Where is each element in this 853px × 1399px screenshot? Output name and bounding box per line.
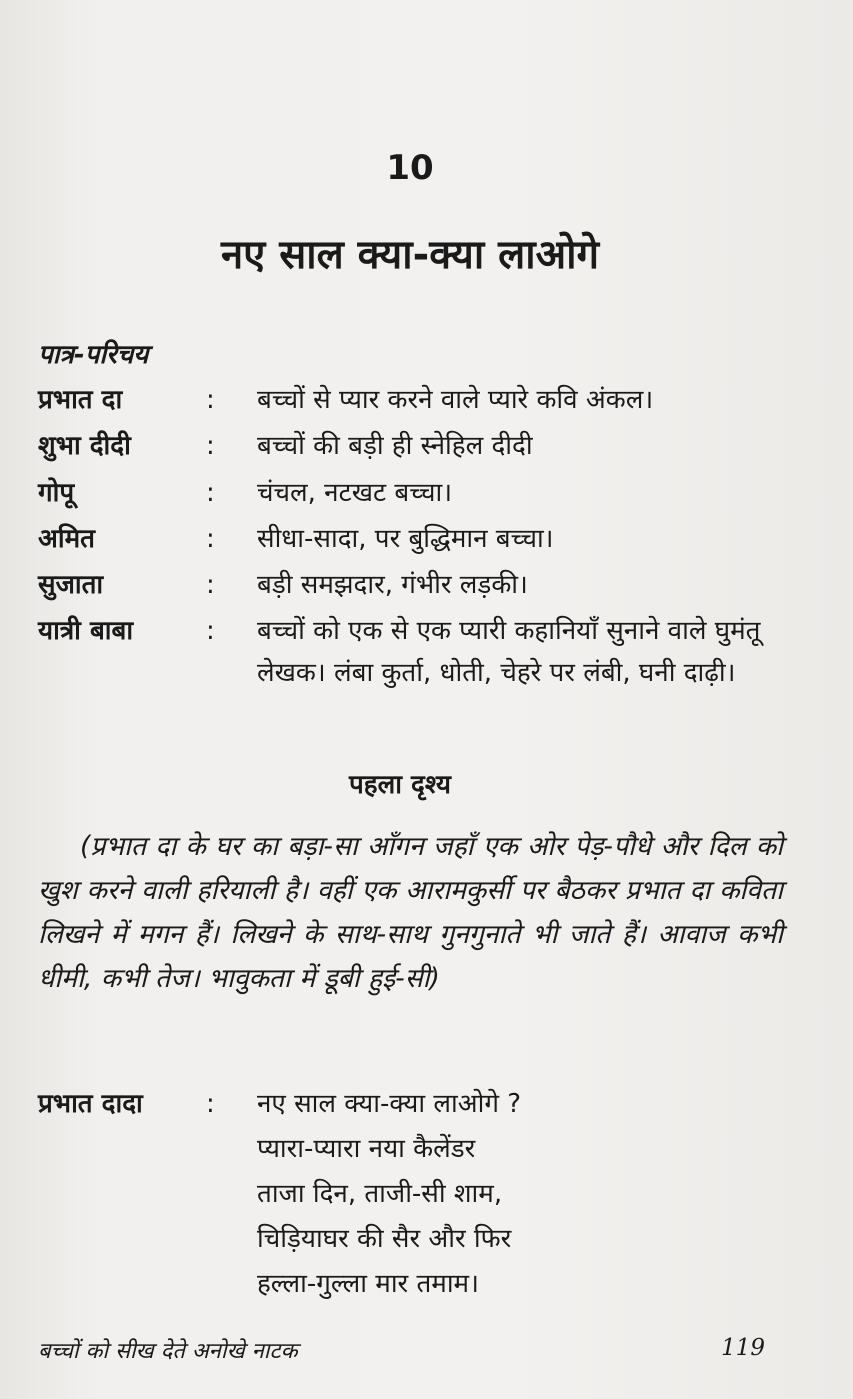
scene-heading: पहला दृश्य: [349, 770, 451, 800]
speaker-name: प्रभात दादा: [38, 1089, 143, 1119]
page-number: 119: [721, 1335, 765, 1361]
dialogue-line: नए साल क्या-क्या लाओगे ?: [257, 1089, 522, 1119]
cast-separator: :: [206, 616, 215, 646]
dialogue-line: हल्ला-गुल्ला मार तमाम।: [257, 1269, 479, 1299]
cast-separator: :: [206, 524, 215, 554]
stage-direction: (प्रभात दा के घर का बड़ा-सा आँगन जहाँ एक ओर पेड़-पौधे और दिल को खुश करने वाली हरियाली है। वहीं एक आरामकुर्सी पर बैठकर प्रभात दा कविता लिखने में मगन हैं। लिखने के साथ-साथ गुनगुनाते भी जाते हैं। आवाज कभी धीमी, कभी तेज। भावुकता में डूबी हुई-सी): [38, 831, 783, 994]
dialogue-separator: :: [206, 1089, 215, 1119]
cast-description: सीधा-सादा, पर बुद्धिमान बच्चा।: [257, 524, 554, 554]
dialogue-line: प्यारा-प्यारा नया कैलेंडर: [257, 1134, 476, 1164]
cast-name: प्रभात दा: [38, 385, 123, 415]
dialogue-line: चिड़ियाघर की सैर और फिर: [257, 1224, 512, 1254]
cast-name: अमित: [38, 524, 95, 554]
cast-name: यात्री बाबा: [38, 616, 134, 646]
cast-description: बच्चों की बड़ी ही स्नेहिल दीदी: [257, 431, 533, 461]
cast-separator: :: [206, 478, 215, 508]
cast-separator: :: [206, 385, 215, 415]
dialogue-line: ताजा दिन, ताजी-सी शाम,: [257, 1179, 503, 1209]
chapter-title: नए साल क्या-क्या लाओगे: [220, 232, 600, 278]
cast-heading: पात्र-परिचय: [38, 340, 149, 370]
chapter-number: 10: [386, 148, 434, 188]
cast-name: सुजाता: [38, 570, 104, 600]
cast-name: गोपू: [38, 478, 75, 508]
cast-description: बच्चों को एक से एक प्यारी कहानियाँ सुनाने वाले घुमंतू लेखक। लंबा कुर्ता, धोती, चेहरे पर लंबी, घनी दाढ़ी।: [257, 616, 761, 688]
cast-description: बच्चों से प्यार करने वाले प्यारे कवि अंकल।: [257, 385, 654, 415]
dialogue-lines: [257, 1082, 797, 1307]
cast-name: शुभा दीदी: [38, 431, 131, 461]
footer-book-title: बच्चों को सीख देते अनोखे नाटक: [38, 1339, 298, 1364]
cast-separator: :: [206, 431, 215, 461]
cast-separator: :: [206, 570, 215, 600]
cast-description: बड़ी समझदार, गंभीर लड़की।: [257, 570, 528, 600]
cast-description: चंचल, नटखट बच्चा।: [257, 478, 453, 508]
